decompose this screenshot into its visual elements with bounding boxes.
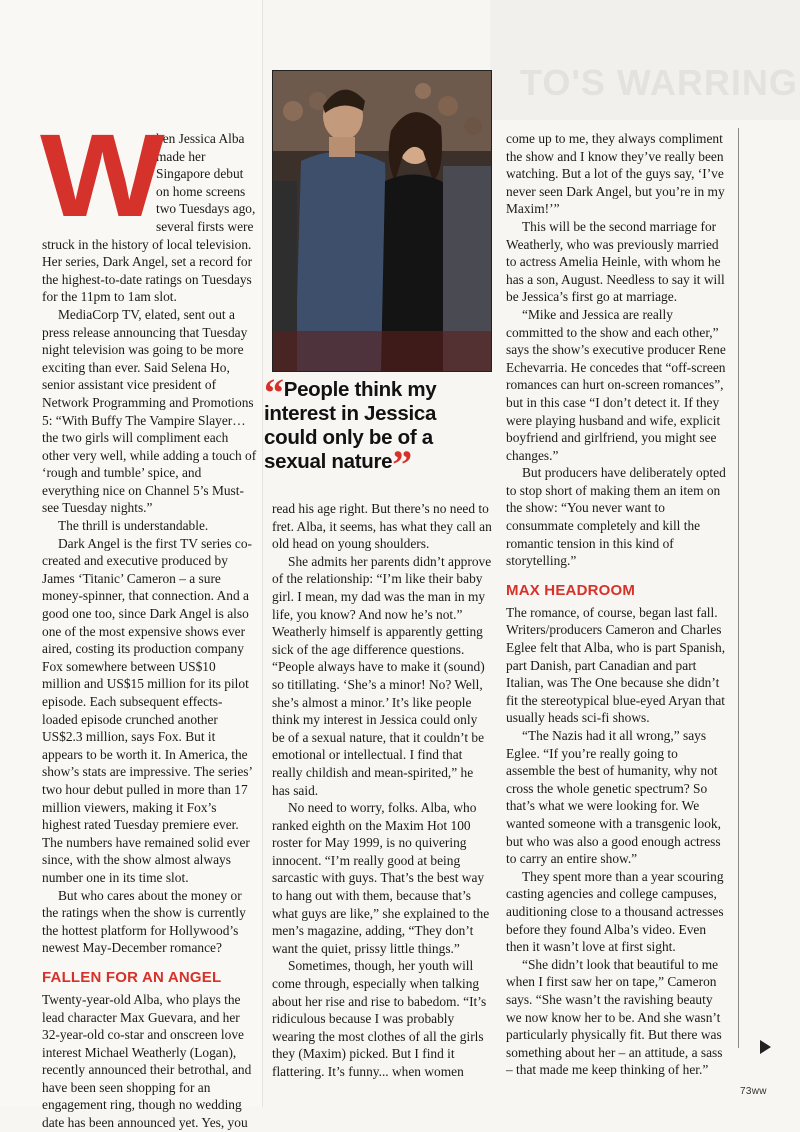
paragraph: Dark Angel is the first TV series co-created and executive produced by James ‘Titanic’ Cameron – a sure money-spinner, that connection. And a good one too, since Dark Angel is also one of the most expensive shows ever aired, costing its production company Fox somewhere between US$10 million and US$15 million for its pilot episode. Each subsequent effects-loaded episode crunched another US$2.3 million, says Fox. But it appears to be worth it. In America, the show’s stats are impressive. The series’ two hour debut pulled in more than 17 million viewers, making it Fox’s highest rated Tuesday premiere ever. The numbers have remained solid ever since, with the show almost always number one in its time slot. [42,535,252,885]
close-quote-mark: ” [392,442,412,487]
page-number: 73ww [740,1086,767,1097]
paragraph: MediaCorp TV, elated, sent out a press release announcing that Tuesday night television was going to be more exciting than ever. Said Selena Ho, senior assistant vice president of Network Programming and Promotions 5: “With Buffy The Vampire Slayer… the two girls will compliment each other very well, while adding a touch of ‘rough and tumble’ spice, and everything nice on Channel 5’s Must-see Tuesday nights.” [42,306,257,516]
paragraph: “Mike and Jessica are really committed to the show and each other,” says the show’s executive producer Rene Echevarria. He concedes that “off-screen romances can hurt on-screen romances”, but in this case “I don’t detect it. If they were playing husband and wife, explicit boyfriend and girlfriend, you might see changes.” [506,306,726,463]
paragraph: Twenty-year-old Alba, who plays the lead character Max Guevara, and her 32-year-old co-star and onscreen love interest Michael Weatherly (Logan), recently announced their betrothal, and have been seen shopping for an engagement ring, though no wedding date has been announced yet. Yes, you [42,991,252,1131]
couple-photo [272,70,492,372]
article-column-3 [506,130,728,1079]
paragraph: But producers have deliberately opted to stop short of making them an item on the show: “You never want to consummate completely and kill the romantic tension in this kind of storytelling.” [506,465,726,569]
paragraph: No need to worry, folks. Alba, who ranked eighth on the Maxim Hot 100 roster for May 1999, is no quivering innocent. “I’m really good at being sarcastic with guys. That’s the best way to hang out with them, because that’s what guys are like,” she explained to the men’s magazine, adding, “They don’t want the quiet, prissy little things.” [272,800,490,956]
paragraph: The thrill is understandable. [58,518,209,534]
paragraph: But who cares about the money or the ratings when the show is currently the hottest platform for Hollywood’s newest May-December romance? [42,887,246,956]
article-column-2 [272,500,492,1081]
paragraph: read his age right. But there’s no need to fret. Alba, it seems, has what they call an old head on young shoulders. [272,501,492,552]
paragraph: come up to me, they always compliment the show and I know they’ve really been watching. But a lot of the guys say, ‘I’ve never seen Dark Angel, but you’re in my Maxim!’” [506,131,725,217]
paragraph: The romance, of course, began last fall. Writers/producers Cameron and Charles Eglee felt that Alba, who is part Spanish, part Danish, part Canadian and part Italian, was The One because she didn’t fit the stereotypical blue-eyed Aryan that usually heads sci-fi shows. [506,604,726,726]
paragraph: “She didn’t look that beautiful to me when I first saw her on tape,” Cameron says. “She wasn’t the ravishing beauty we now know her to be. And she wasn’t particularly physically fit. But there was something about her – an attitude, a sass – that made me keep thinking of her.” [506,956,723,1078]
article-column-1 [40,110,257,1132]
section-heading: FALLEN FOR AN ANGEL [42,968,222,986]
paragraph: This will be the second marriage for Weatherly, who was previously married to actress Amelia Heinle, with whom he has a son, August. Needless to say it will be Jessica’s first go at marriage. [506,218,725,305]
page-gutter [262,0,263,1107]
column-rule [738,128,739,1048]
paragraph: hen Jessica Alba made her Singapore debut on home screens two Tuesdays ago, several firsts were struck in the history of local television. Her series, Dark Angel, set a record for the highest-to-date ratings on Tuesdays for the 11pm to 1am slot. [42,131,256,305]
paragraph: “The Nazis had it all wrong,” says Eglee. “If you’re really going to assemble the best of humanity, why not cross the whole genetic spectrum? So that’s what we were looking for. We wanted someone with a transgenic look, but who was also a good enough actress to carry an entire show.” [506,728,721,867]
drop-cap: W [40,110,165,242]
pull-quote [264,370,494,487]
pull-quote-text: People think my interest in Jessica could only be of a sexual nature [264,378,437,473]
bleed-through-title: TO'S WARRING [520,62,798,103]
continue-arrow-icon [760,1040,771,1054]
section-heading: MAX HEADROOM [506,581,636,599]
open-quote-mark: “ [264,370,284,415]
paragraph: They spent more than a year scouring casting agencies and college campuses, auditioning close to a thousand actresses before they found Alba’s video. Even then it wasn’t love at first sight. [506,868,724,955]
paragraph: She admits her parents didn’t approve of the relationship: “I’m like their baby girl. I mean, my dad was the man in my life, you know? And now he’s not.” Weatherly himself is apparently getting sick of the age difference questions. “People always have to make it (sound) so titillating. ‘She’s a minor! No? Well, she’s almost a minor.’ It’s like people think my interest in Jessica could only be of a sexual nature, that it couldn’t be emotional or intellectual. I find that really childish and mean-spirited,” he has said. [272,553,492,798]
paragraph: Sometimes, though, her youth will come through, especially when talking about her rise and rise to babedom. “It’s ridiculous because I was probably wearing the most clothes of all the girls they (Maxim) picked. But I find it flattering. It’s funny... when women [272,958,487,1079]
photo-illustration [273,71,491,371]
